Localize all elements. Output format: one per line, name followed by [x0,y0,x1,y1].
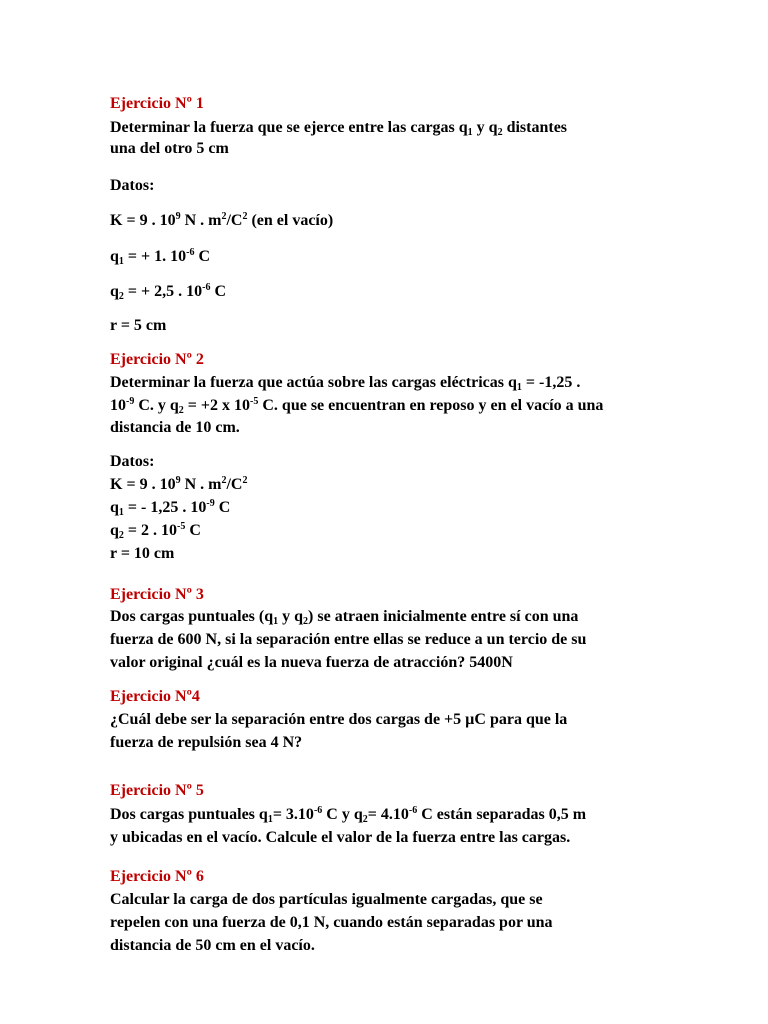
ex1-statement-line1: Determinar la fuerza que se ejerce entre las cargas $q_1$ y $q_2$ distantes [110,119,568,138]
ex1-statement-line2: una del otro 5 cm [110,140,229,157]
ex3-statement-line1: Dos cargas puntuales ($q_1$ y $q_2$) se atraen inicialmente entre sí con una [110,608,579,627]
ex1-q2-value: $q_2$ = + 2,5 . $10^{-6}$ C [110,282,227,302]
ex2-statement-line1: Determinar la fuerza que actúa sobre las cargas eléctricas $q_1 = -1,25$ . [110,374,581,393]
ex2-k-constant: K = 9 . $10^9$ N . $m^2/C^2$ [110,475,248,493]
ex4-title: Ejercicio Nº4 [110,688,200,705]
ex1-q1-value: $q_1$ = + 1. $10^{-6}$ C [110,247,211,267]
ex4-statement-line1: ¿Cuál debe ser la separación entre dos cargas de +5 µC para que la [110,711,568,728]
ex1-distance: r = 5 cm [110,317,167,334]
ex3-statement-line2: fuerza de 600 N, si la separación entre ellas se reduce a un tercio de su [110,631,587,648]
ex1-title: Ejercicio Nº 1 [110,95,204,112]
ex5-title: Ejercicio Nº 5 [110,782,204,799]
ex2-q1-value: $q_1$ = - 1,25 . $10^{-9}$ C [110,498,231,518]
ex2-distance: r = 10 cm [110,545,175,562]
ex6-title: Ejercicio Nº 6 [110,868,204,885]
ex3-statement-line3: valor original ¿cuál es la nueva fuerza de atracción? 5400N [110,654,513,671]
ex2-statement-line2: $10^{-9}$ C. y $q_2 = +2$ x $10^{-5}$ C. que se encuentran en reposo y en el vacío a una [110,396,604,416]
ex6-statement-line2: repelen con una fuerza de 0,1 N, cuando están separadas por una [110,914,553,931]
ex6-statement-line3: distancia de 50 cm en el vacío. [110,937,315,954]
ex2-title: Ejercicio Nº 2 [110,351,204,368]
ex2-q2-value: $q_2 = 2$ . $10^{-5}$ C [110,521,201,541]
ex1-datos-label: Datos: [110,177,155,194]
ex5-statement-line1: Dos cargas puntuales $q_1= 3.10^{-6}$ C y $q_2= 4.10^{-6}$ C están separadas 0,5 m [110,805,587,825]
ex6-statement-line1: Calcular la carga de dos partículas igualmente cargadas, que se [110,891,543,908]
ex4-statement-line2: fuerza de repulsión sea 4 N? [110,734,303,751]
ex2-statement-line3: distancia de 10 cm. [110,419,240,436]
ex3-title: Ejercicio Nº 3 [110,586,204,603]
ex5-statement-line2: y ubicadas en el vacío. Calcule el valor de la fuerza entre las cargas. [110,829,571,846]
ex2-datos-label: Datos: [110,453,155,470]
ex1-k-constant: K = 9 . $10^9$ N . $m^2/C^2$ (en el vacío) [110,211,334,229]
